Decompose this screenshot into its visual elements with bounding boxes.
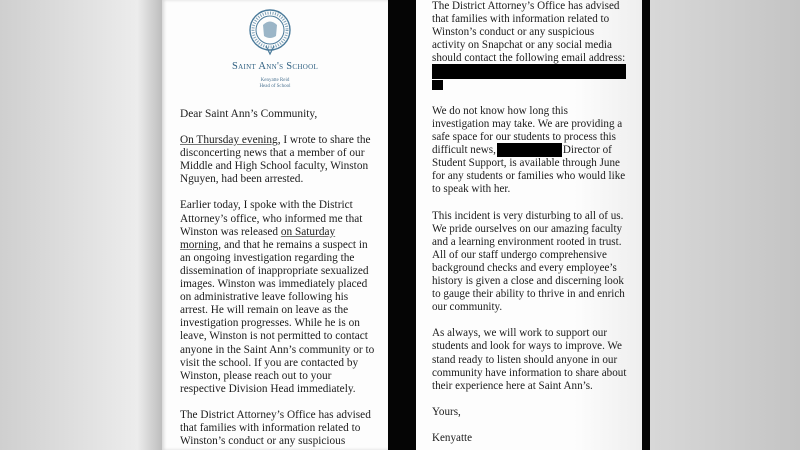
school-name: Saint Ann's School <box>231 61 319 72</box>
text-segment: The District Attorney’s Office has advised <box>180 408 371 421</box>
text-segment: stand ready to listen should anyone in our <box>432 353 618 366</box>
text-line <box>432 380 626 393</box>
background-left <box>0 0 162 450</box>
text-segment: their experience here at Saint Ann’s. <box>432 379 593 392</box>
text-segment: activity on Snapchat or any social media <box>432 39 612 52</box>
text-segment: background checks and every employee’s <box>432 261 617 274</box>
text-line <box>432 340 626 353</box>
blank-line <box>432 419 626 432</box>
text-line <box>180 409 374 422</box>
text-segment: , and that he remains a suspect in <box>218 238 368 251</box>
redaction-box <box>432 80 443 90</box>
text-line <box>432 301 626 314</box>
text-line <box>180 134 374 147</box>
text-line <box>180 357 374 370</box>
text-line <box>180 199 374 212</box>
text-segment: All of our staff undergo comprehensive <box>432 248 607 261</box>
text-line <box>180 147 374 160</box>
text-segment: arrest. He will remain on leave as the <box>180 304 349 317</box>
text-segment: , I wrote to share the <box>277 134 371 146</box>
redaction-box <box>432 64 626 79</box>
text-line <box>432 236 626 249</box>
text-segment: difficult news, <box>432 144 496 157</box>
text-segment: to speak with her. <box>432 183 511 196</box>
text-segment: This incident is very disturbing to all of us. <box>432 209 624 222</box>
text-segment: on administrative leave following his <box>180 291 349 304</box>
text-segment: Winston, please reach out to your <box>180 369 332 382</box>
text-segment: visit the school. If you are contacted by <box>180 356 359 369</box>
text-segment: Attorney’s office, who informed me that <box>180 212 363 225</box>
text-segment: that families with information related to <box>432 13 610 26</box>
text-line <box>432 170 626 183</box>
page-gap <box>388 0 416 450</box>
text-segment: Winston’s conduct or any suspicious <box>432 26 595 39</box>
letter-page-2 <box>416 0 642 450</box>
text-line <box>432 275 626 288</box>
text-segment: Middle and High School faculty, Winston <box>180 160 369 173</box>
text-line <box>432 354 626 367</box>
text-line <box>180 344 374 357</box>
text-segment: Earlier today, I spoke with the District <box>180 199 353 212</box>
blank-line <box>432 92 626 105</box>
text-line <box>180 252 374 265</box>
text-segment: students and look for ways to improve. We <box>432 340 622 353</box>
text-line <box>180 370 374 383</box>
text-line <box>180 265 374 278</box>
text-line <box>432 406 626 419</box>
text-line <box>432 262 626 275</box>
text-line <box>180 239 374 252</box>
text-segment: respective Division Head immediately. <box>180 382 356 395</box>
text-line <box>432 65 626 78</box>
text-line <box>180 278 374 291</box>
text-segment: The District Attorney’s Office has advised <box>432 0 620 12</box>
text-line <box>180 160 374 173</box>
redaction-box <box>497 143 562 157</box>
text-segment: Student Support, is available through June <box>432 157 620 170</box>
letter-body-2 <box>432 0 626 445</box>
text-line <box>180 317 374 330</box>
text-line <box>180 330 374 343</box>
text-segment: We do not know how long this <box>432 104 568 117</box>
blank-line <box>432 314 626 327</box>
background-right <box>650 0 800 450</box>
blank-line <box>432 196 626 209</box>
text-segment: safe space for our students to process this <box>432 130 616 143</box>
text-segment: our community. <box>432 301 503 314</box>
text-segment: should contact the following email address: <box>432 52 626 65</box>
text-segment: images. Winston was immediately placed <box>180 278 368 291</box>
text-line <box>432 13 626 26</box>
letter-body-1 <box>180 134 374 448</box>
text-line <box>432 249 626 262</box>
text-segment: disconcerting news that a member of our <box>180 147 365 160</box>
text-line <box>432 223 626 236</box>
text-line <box>432 367 626 380</box>
text-segment: anyone in the Saint Ann’s community or to <box>180 343 375 356</box>
underlined-text: morning <box>180 238 219 251</box>
text-segment: Yours, <box>432 405 461 418</box>
text-segment: investigation may take. We are providing a <box>432 117 623 130</box>
letter-page-1 <box>162 0 388 450</box>
text-line <box>180 383 374 396</box>
text-segment: We pride ourselves on our amazing faculty <box>432 222 623 235</box>
text-line <box>432 288 626 301</box>
page-edge <box>642 0 650 450</box>
text-line <box>180 173 374 186</box>
text-line <box>180 304 374 317</box>
text-line <box>180 435 374 448</box>
text-segment: history is given a close and discerning look <box>432 274 624 287</box>
text-line <box>180 226 374 239</box>
text-segment: As always, we will work to support our <box>432 327 608 340</box>
text-segment: that families with information related to <box>180 422 361 435</box>
text-line <box>432 144 626 157</box>
text-line <box>180 291 374 304</box>
text-segment: Director of <box>562 144 612 157</box>
underlined-text: on Saturday <box>280 225 336 238</box>
text-segment: investigation progresses. While he is on <box>180 317 360 330</box>
text-segment: Winston was released <box>180 225 281 238</box>
text-line <box>432 210 626 223</box>
text-segment: dissemination of inappropriate sexualized <box>180 264 369 277</box>
text-line <box>432 327 626 340</box>
text-line <box>180 422 374 435</box>
blank-line <box>432 393 626 406</box>
school-seal-logo <box>247 8 293 56</box>
text-line <box>432 432 626 445</box>
underlined-text: On Thursday evening <box>180 134 278 146</box>
text-line <box>432 0 626 13</box>
text-segment: and a learning environment rooted in trust. <box>432 235 622 248</box>
text-segment: leave, Winston is not permitted to contact <box>180 330 368 343</box>
blank-line <box>180 186 374 199</box>
text-line <box>432 105 626 118</box>
text-segment: Winston’s conduct or any suspicious <box>180 435 346 448</box>
text-segment: an ongoing investigation regarding the <box>180 251 355 264</box>
text-segment: community have information to share about <box>432 366 627 379</box>
text-segment: Kenyatte <box>432 432 473 445</box>
text-line <box>432 118 626 131</box>
text-segment: to gauge their ability to thrive in and enrich <box>432 288 625 301</box>
text-line <box>432 79 626 92</box>
text-line <box>432 39 626 52</box>
text-line <box>180 213 374 226</box>
text-segment: Nguyen, had been arrested. <box>180 173 304 186</box>
blank-line <box>180 396 374 409</box>
text-segment: for any students or families who would like <box>432 170 626 183</box>
text-line <box>432 183 626 196</box>
head-name: Kenyatte Reid <box>260 78 290 83</box>
text-line <box>432 157 626 170</box>
text-line <box>432 26 626 39</box>
salutation: Dear Saint Ann’s Community, <box>180 108 318 120</box>
head-title: Head of School <box>259 84 291 89</box>
